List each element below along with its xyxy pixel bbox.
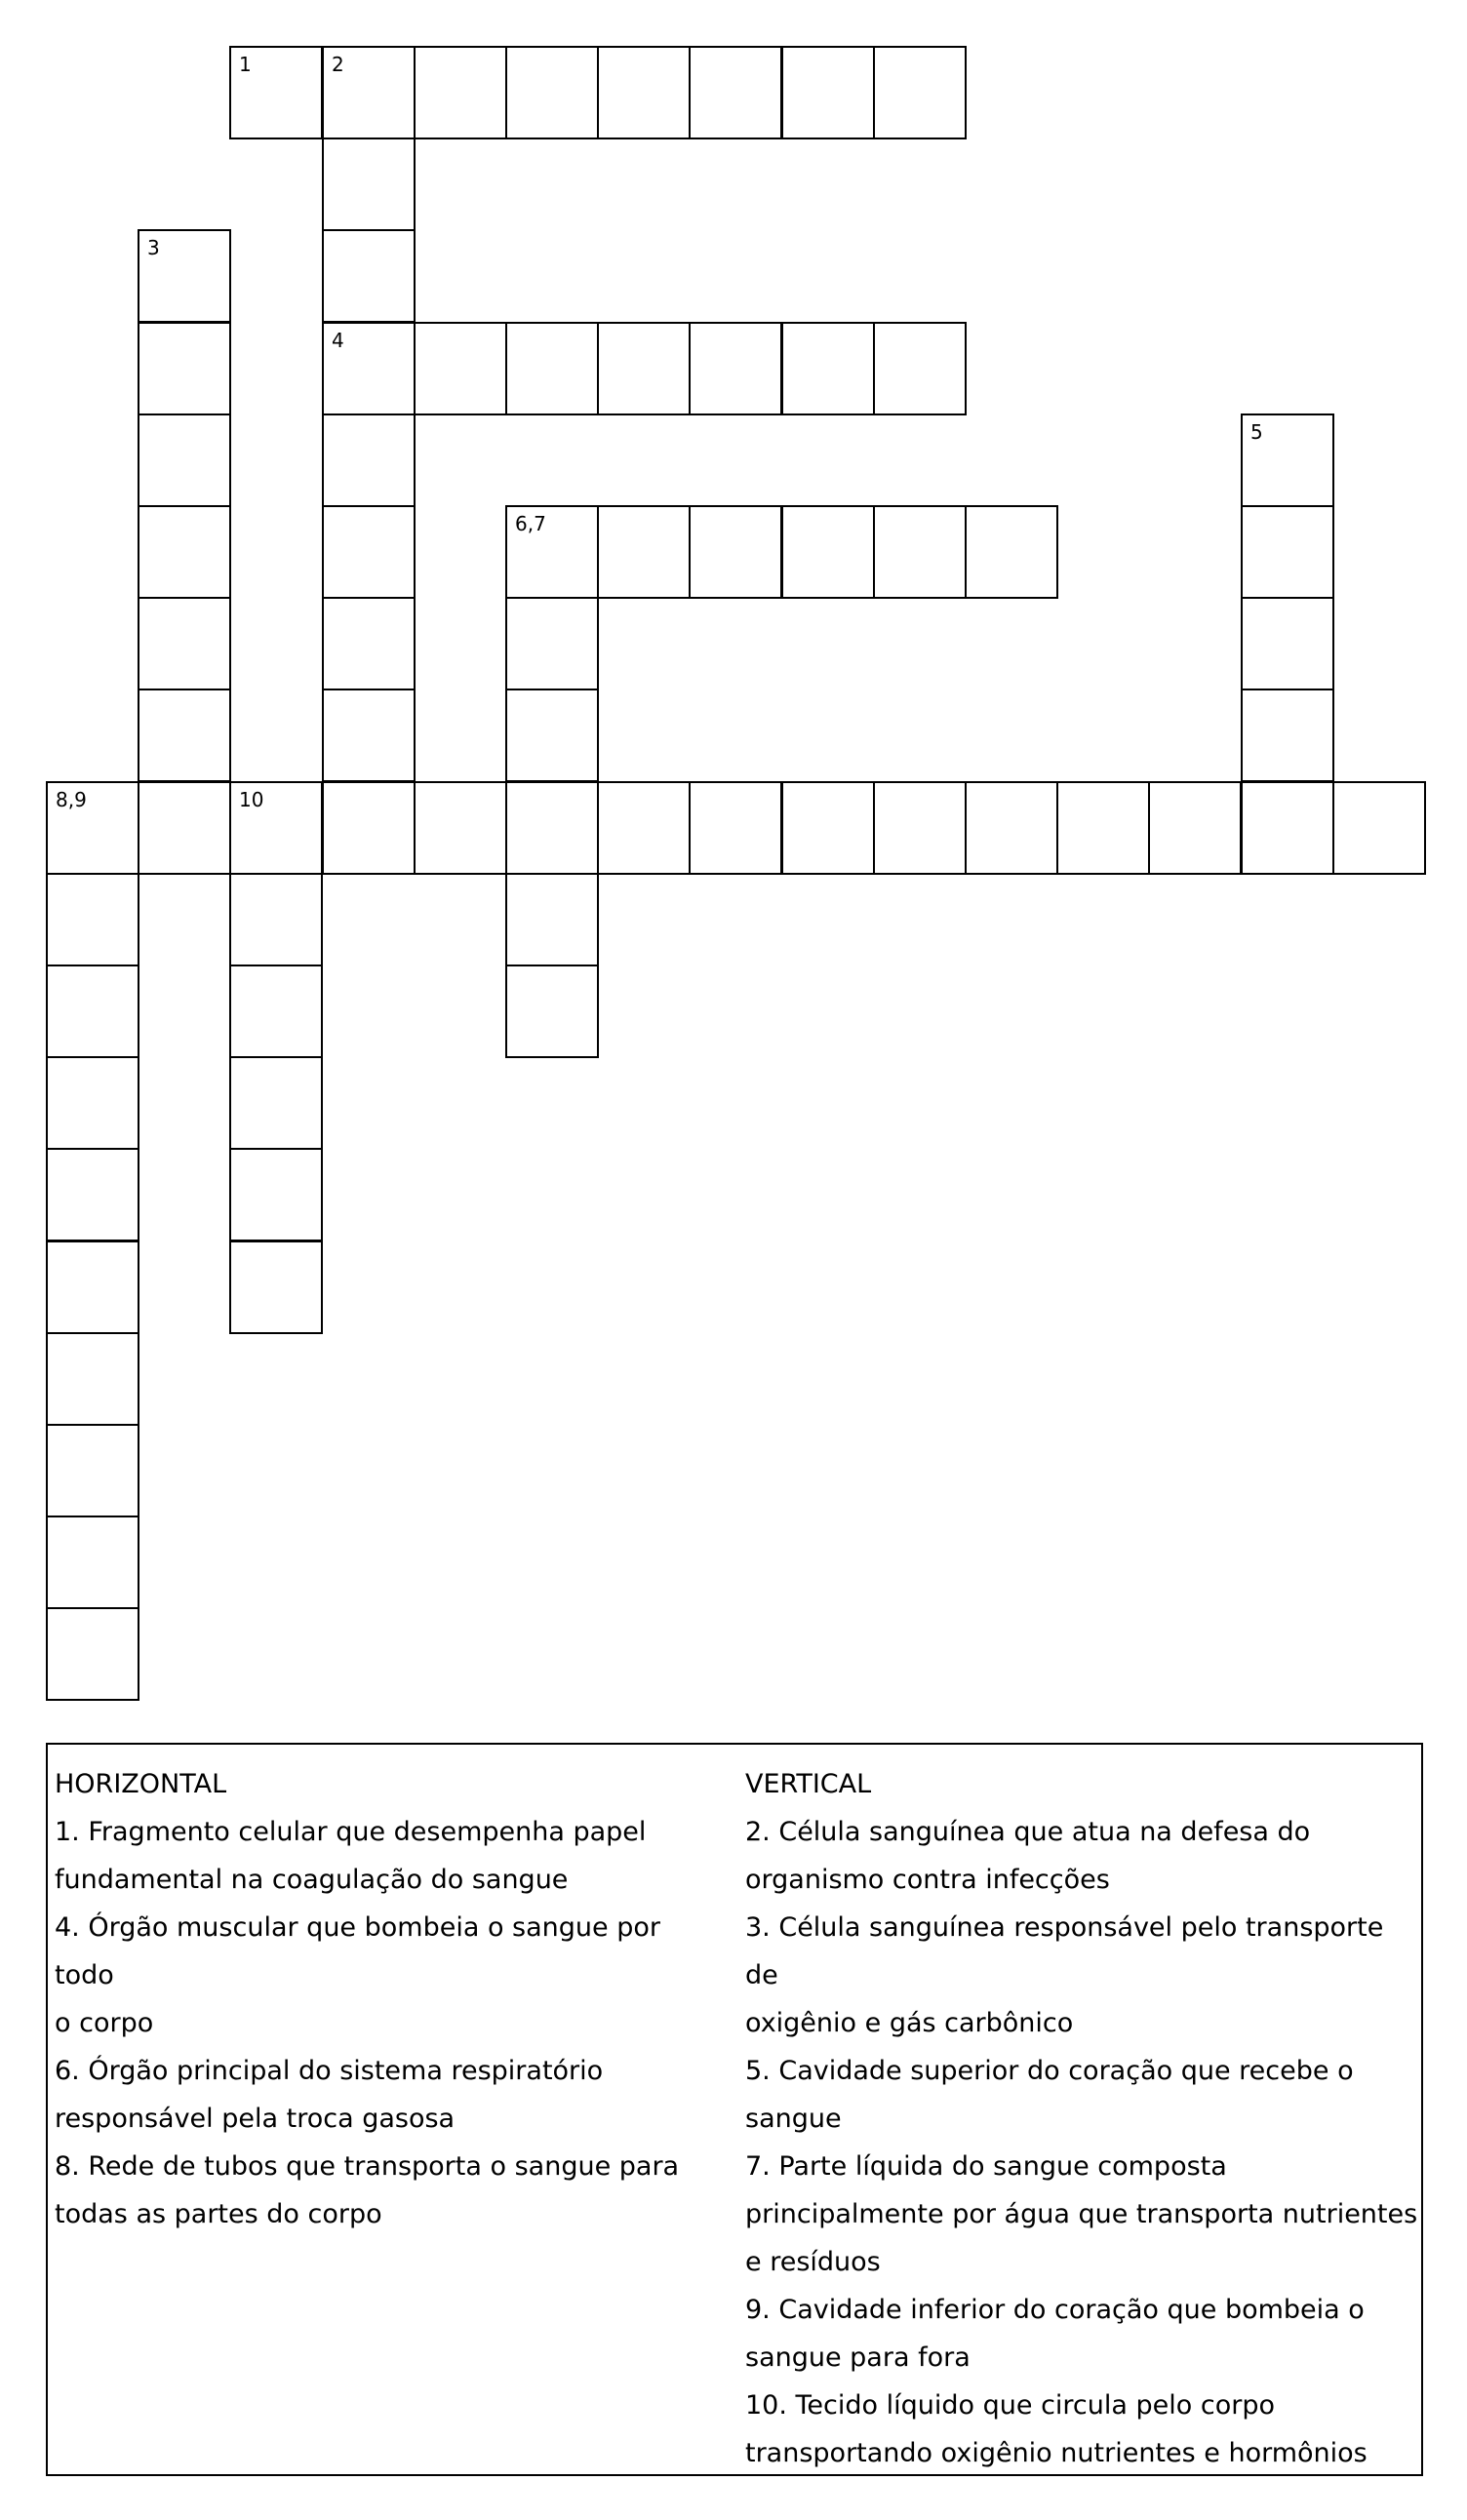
grid-cell[interactable] xyxy=(873,46,967,139)
grid-cell[interactable] xyxy=(46,1148,139,1241)
grid-cell[interactable] xyxy=(322,322,416,415)
grid-cell[interactable] xyxy=(1241,597,1334,690)
grid-cell[interactable] xyxy=(229,1148,323,1241)
grid-cell[interactable] xyxy=(781,781,875,875)
clue-line: sangue xyxy=(745,2104,842,2134)
grid-cell[interactable] xyxy=(229,1056,323,1150)
clue-line: 2. Célula sanguínea que atua na defesa do xyxy=(745,1817,1311,1847)
grid-cell[interactable] xyxy=(46,1240,139,1334)
clue-line: organismo contra infecções xyxy=(745,1865,1110,1895)
grid-cell[interactable] xyxy=(414,781,507,875)
clue-line: 3. Célula sanguínea responsável pelo transporte de xyxy=(745,1912,1384,1990)
grid-cell[interactable] xyxy=(138,689,231,782)
clue-number: 8,9 xyxy=(56,788,87,811)
grid-cell[interactable] xyxy=(138,781,231,875)
grid-cell[interactable] xyxy=(689,505,782,599)
grid-cell[interactable] xyxy=(781,505,875,599)
grid-cell[interactable] xyxy=(1241,413,1334,507)
grid-cell[interactable] xyxy=(138,597,231,690)
grid-cell[interactable] xyxy=(505,873,599,966)
clue-line: oxigênio e gás carbônico xyxy=(745,2008,1074,2038)
grid-cell[interactable] xyxy=(505,46,599,139)
grid-cell[interactable] xyxy=(505,505,599,599)
grid-cell[interactable] xyxy=(505,322,599,415)
grid-cell[interactable] xyxy=(322,597,416,690)
grid-cell[interactable] xyxy=(505,781,599,875)
grid-cell[interactable] xyxy=(229,46,323,139)
vertical-heading: VERTICAL xyxy=(745,1769,872,1799)
grid-cell[interactable] xyxy=(138,229,231,323)
grid-cell[interactable] xyxy=(138,413,231,507)
clue-line: responsável pela troca gasosa xyxy=(55,2104,456,2134)
grid-cell[interactable] xyxy=(781,46,875,139)
grid-cell[interactable] xyxy=(873,322,967,415)
grid-cell[interactable] xyxy=(1241,689,1334,782)
grid-cell[interactable] xyxy=(229,781,323,875)
grid-cell[interactable] xyxy=(138,322,231,415)
grid-cell[interactable] xyxy=(322,689,416,782)
vertical-clues xyxy=(745,1760,1418,2477)
clue-number: 3 xyxy=(147,236,160,259)
clue-number: 5 xyxy=(1250,420,1263,444)
grid-cell[interactable] xyxy=(689,322,782,415)
clue-line: 10. Tecido líquido que circula pelo corpo xyxy=(745,2390,1275,2421)
grid-cell[interactable] xyxy=(229,873,323,966)
clue-line: 9. Cavidade inferior do coração que bombeia o xyxy=(745,2295,1365,2325)
grid-cell[interactable] xyxy=(965,505,1058,599)
grid-cell[interactable] xyxy=(46,1424,139,1517)
clue-line: principalmente por água que transporta nutrientes xyxy=(745,2199,1418,2229)
grid-cell[interactable] xyxy=(505,689,599,782)
grid-cell[interactable] xyxy=(597,322,691,415)
grid-cell[interactable] xyxy=(322,781,416,875)
grid-cell[interactable] xyxy=(781,322,875,415)
grid-cell[interactable] xyxy=(322,229,416,323)
grid-cell[interactable] xyxy=(46,1607,139,1701)
grid-cell[interactable] xyxy=(46,1332,139,1426)
clue-number: 1 xyxy=(239,53,252,76)
clues-box xyxy=(46,1743,1423,2476)
grid-cell[interactable] xyxy=(414,46,507,139)
clue-line: sangue para fora xyxy=(745,2343,971,2373)
grid-cell[interactable] xyxy=(597,505,691,599)
clue-line: e resíduos xyxy=(745,2247,881,2277)
grid-cell[interactable] xyxy=(46,1516,139,1609)
clue-number: 6,7 xyxy=(515,512,546,535)
grid-cell[interactable] xyxy=(46,965,139,1058)
grid-cell[interactable] xyxy=(414,322,507,415)
grid-cell[interactable] xyxy=(1056,781,1150,875)
clue-line: todas as partes do corpo xyxy=(55,2199,382,2229)
grid-cell[interactable] xyxy=(229,965,323,1058)
grid-cell[interactable] xyxy=(1148,781,1242,875)
clue-line: 8. Rede de tubos que transporta o sangue para xyxy=(55,2151,680,2182)
clue-number: 10 xyxy=(239,788,264,811)
grid-cell[interactable] xyxy=(505,965,599,1058)
grid-cell[interactable] xyxy=(46,1056,139,1150)
grid-cell[interactable] xyxy=(689,46,782,139)
clue-line: 6. Órgão principal do sistema respiratório xyxy=(55,2056,604,2086)
grid-cell[interactable] xyxy=(46,873,139,966)
grid-cell[interactable] xyxy=(1241,505,1334,599)
horizontal-clues xyxy=(55,1760,728,2238)
grid-cell[interactable] xyxy=(1241,781,1334,875)
grid-cell[interactable] xyxy=(965,781,1058,875)
horizontal-heading: HORIZONTAL xyxy=(55,1769,227,1799)
clue-line: 5. Cavidade superior do coração que recebe o xyxy=(745,2056,1354,2086)
grid-cell[interactable] xyxy=(322,138,416,231)
grid-cell[interactable] xyxy=(873,781,967,875)
grid-cell[interactable] xyxy=(138,505,231,599)
grid-cell[interactable] xyxy=(46,781,139,875)
clue-line: 4. Órgão muscular que bombeia o sangue por todo xyxy=(55,1912,660,1990)
clue-line: 1. Fragmento celular que desempenha papel xyxy=(55,1817,647,1847)
clue-number: 2 xyxy=(332,53,344,76)
clue-line: o corpo xyxy=(55,2008,154,2038)
grid-cell[interactable] xyxy=(689,781,782,875)
grid-cell[interactable] xyxy=(229,1240,323,1334)
grid-cell[interactable] xyxy=(597,46,691,139)
grid-cell[interactable] xyxy=(505,597,599,690)
grid-cell[interactable] xyxy=(873,505,967,599)
clue-line: 7. Parte líquida do sangue composta xyxy=(745,2151,1227,2182)
grid-cell[interactable] xyxy=(322,46,416,139)
grid-cell[interactable] xyxy=(1332,781,1426,875)
clue-line: fundamental na coagulação do sangue xyxy=(55,1865,569,1895)
clue-line: transportando oxigênio nutrientes e hormônios xyxy=(745,2438,1368,2468)
grid-cell[interactable] xyxy=(597,781,691,875)
grid-cell[interactable] xyxy=(322,413,416,507)
grid-cell[interactable] xyxy=(322,505,416,599)
clue-number: 4 xyxy=(332,329,344,352)
